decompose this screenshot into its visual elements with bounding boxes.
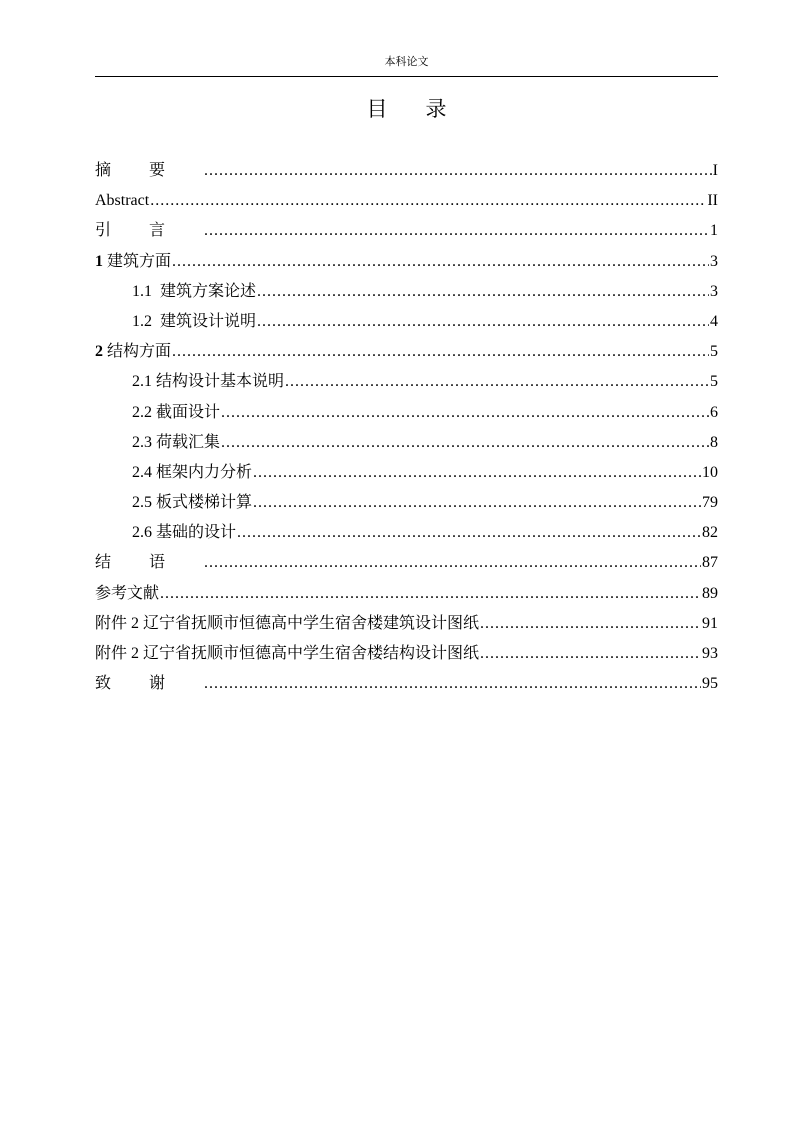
toc-entry-label (132, 488, 252, 518)
toc-entry-label: 引言 (95, 222, 204, 240)
section-title: 结构设计基本说明 (156, 373, 285, 391)
section-number: 1.2 (132, 312, 152, 330)
toc-entry-label: 附件 2 辽宁省抚顺市恒德高中学生宿舍楼结构设计图纸 (95, 645, 480, 662)
dot-leader (160, 579, 701, 609)
toc-entry-references[interactable] (95, 579, 718, 609)
table-of-contents (95, 156, 718, 699)
toc-entry-chapter-2[interactable] (95, 337, 718, 367)
toc-entry-introduction[interactable] (95, 216, 718, 246)
toc-entry-conclusion[interactable] (95, 548, 718, 578)
dot-leader (253, 458, 701, 488)
toc-entry-section-1-2[interactable] (95, 307, 718, 337)
chapter-number: 1 (95, 252, 103, 270)
toc-entry-acknowledgements[interactable] (95, 669, 718, 699)
dot-leader (204, 669, 701, 699)
dot-leader (257, 277, 709, 307)
toc-entry-label: 摘要 (95, 162, 204, 179)
toc-entry-page: I (712, 162, 718, 179)
toc-entry-section-2-5[interactable] (95, 488, 718, 518)
dot-leader (253, 488, 701, 518)
toc-entry-abstract-en[interactable] (95, 186, 718, 216)
toc-entry-label (132, 518, 236, 548)
toc-entry-page: 5 (710, 343, 718, 361)
section-number: 2.6 (132, 524, 152, 542)
toc-entry-label (132, 277, 256, 307)
section-number: 2.1 (132, 373, 152, 391)
toc-entry-label (132, 428, 220, 458)
toc-entry-page: 10 (702, 463, 718, 481)
dot-leader (150, 186, 706, 216)
toc-entry-abstract-cn[interactable] (95, 156, 718, 186)
dot-leader (204, 216, 709, 246)
toc-entry-chapter-1[interactable] (95, 247, 718, 277)
section-title: 截面设计 (156, 403, 221, 421)
toc-entry-label: Abstract (95, 192, 150, 210)
section-number: 1.1 (132, 282, 152, 300)
toc-entry-page: II (707, 192, 718, 210)
toc-entry-label (95, 337, 171, 367)
section-title: 荷载汇集 (156, 433, 221, 451)
toc-entry-appendix-architecture[interactable] (95, 609, 718, 639)
toc-entry-page: 4 (710, 312, 718, 330)
dot-leader (480, 609, 701, 639)
chapter-number: 2 (95, 343, 103, 361)
toc-entry-section-2-1[interactable] (95, 367, 718, 397)
toc-entry-section-1-1[interactable] (95, 277, 718, 307)
toc-entry-section-2-3[interactable] (95, 428, 718, 458)
section-number: 2.5 (132, 494, 152, 512)
toc-entry-page: 6 (710, 403, 718, 421)
section-title: 框架内力分析 (156, 463, 253, 481)
dot-leader (204, 548, 701, 578)
toc-entry-label: 结语 (95, 554, 204, 572)
toc-entry-page: 95 (702, 675, 718, 693)
toc-entry-label: 致谢 (95, 675, 204, 693)
toc-entry-section-2-6[interactable] (95, 518, 718, 548)
toc-entry-label: 参考文献 (95, 584, 160, 602)
toc-entry-label (95, 247, 171, 277)
section-title: 基础的设计 (156, 524, 237, 542)
toc-entry-page: 79 (702, 494, 718, 512)
dot-leader (172, 337, 709, 367)
toc-entry-section-2-2[interactable] (95, 398, 718, 428)
toc-entry-page: 3 (710, 252, 718, 270)
dot-leader (480, 639, 701, 669)
dot-leader (257, 307, 709, 337)
chapter-title: 建筑方面 (107, 252, 172, 270)
header-divider (95, 76, 718, 77)
toc-entry-label (132, 367, 284, 397)
toc-entry-label (132, 398, 220, 428)
dot-leader (285, 367, 709, 397)
toc-entry-label (132, 458, 252, 488)
toc-entry-appendix-structure[interactable] (95, 639, 718, 669)
toc-entry-label (132, 307, 256, 337)
dot-leader (221, 428, 709, 458)
section-title: 建筑设计说明 (160, 312, 257, 330)
toc-entry-page: 3 (710, 282, 718, 300)
section-number: 2.2 (132, 403, 152, 421)
toc-entry-page: 93 (702, 645, 718, 662)
toc-title: 目录 (366, 97, 485, 121)
section-title: 建筑方案论述 (160, 282, 257, 300)
dot-leader (221, 398, 709, 428)
running-header: 本科论文 (384, 56, 429, 68)
dot-leader (172, 247, 709, 277)
dot-leader (204, 156, 712, 186)
chapter-title: 结构方面 (107, 343, 172, 361)
toc-entry-page: 8 (710, 433, 718, 451)
section-number: 2.3 (132, 433, 152, 451)
dot-leader (237, 518, 701, 548)
toc-entry-page: 82 (702, 524, 718, 542)
toc-entry-label: 附件 2 辽宁省抚顺市恒德高中学生宿舍楼建筑设计图纸 (95, 614, 480, 632)
toc-entry-page: 5 (710, 373, 718, 391)
toc-entry-section-2-4[interactable] (95, 458, 718, 488)
toc-entry-page: 1 (710, 222, 718, 240)
toc-entry-page: 87 (702, 554, 718, 572)
section-title: 板式楼梯计算 (156, 494, 253, 512)
section-number: 2.4 (132, 463, 152, 481)
toc-entry-page: 91 (702, 614, 718, 632)
toc-entry-page: 89 (702, 584, 718, 602)
